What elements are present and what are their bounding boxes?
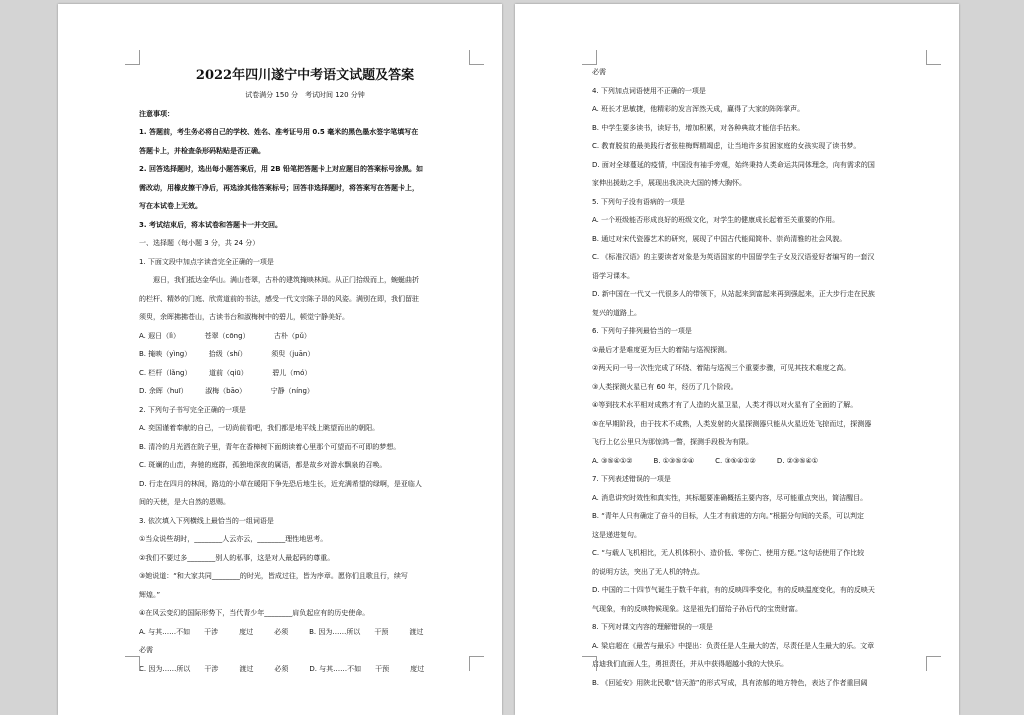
text-line: ③她说道：“和大家共同________的时光，皆成过往，皆为序章。愿你们且歌且行，续写 xyxy=(139,572,408,580)
text-line: 一、选择题（每小题 3 分，共 24 分） xyxy=(139,239,260,247)
text-line: A. 梁启超在《最苦与最乐》中提出：负责任是人生最大的苦，尽责任是人生最大的乐。文章 xyxy=(592,641,875,650)
text-line: 1. 下面文段中加点字读音完全正确的一项是 xyxy=(139,257,274,266)
text-line: A. 班长才思敏捷，他精彩的发言浑然天成，赢得了大家的阵阵掌声。 xyxy=(592,105,805,113)
crop-mark-bottom-right xyxy=(469,656,484,671)
text-line: B. 《回延安》用陕北民歌“信天游”的形式写成，具有浓郁的地方特色，表达了作者重回阔 xyxy=(592,678,868,687)
text-line: C. 《标准汉语》的主要读者对象是为英语国家的中国留学生子女及汉语爱好者编写的一套汉 xyxy=(592,253,875,261)
crop-mark-bottom-right xyxy=(926,656,941,671)
text-line: 3. 依次填入下列横线上最恰当的一组词语是 xyxy=(139,516,274,525)
text-line: 启迪我们直面人生，勇担责任，并从中获得超越小我的大快乐。 xyxy=(592,660,788,668)
text-line: 的说明方法，突出了无人机的特点。 xyxy=(592,567,704,576)
text-line: B. 通过对宋代瓷器艺术的研究，展现了中国古代能闻简朴、崇尚清雅的社会风貌。 xyxy=(592,234,847,243)
text-line: B. “青年人只有确定了奋斗的目标，人生才有前进的方向。”根据分句间的关系，可以判定 xyxy=(592,512,865,520)
text-line: B. 中学生要多读书，读好书，增加积累，对各种典故才能信手拈来。 xyxy=(592,123,805,132)
crop-mark-top-left xyxy=(582,50,597,65)
document-title: 2022年四川遂宁中考语文试题及答案 xyxy=(195,68,415,83)
text-line: ④等到技术水平相对成熟才有了人造的火星卫星，人类才得以对火星有了全面的了解。 xyxy=(592,401,858,409)
text-line: D. 面对全球蔓延的疫情，中国没有袖手旁观，始终秉持人类命运共同体理念，向有需求的国 xyxy=(592,160,875,169)
text-line: 必需 xyxy=(139,646,153,654)
text-line: ②两天问一号一次性完成了环绕、着陆与巡视三个重要步骤，可见其技术难度之高。 xyxy=(592,364,851,372)
text-line: 写在本试卷上无效。 xyxy=(139,202,202,210)
text-line: B. 掩映（yìng） 拾级（shí） 须臾（juān） xyxy=(139,350,315,358)
text-line: 气现象，有的反映物候现象。这是祖先们留给子孙后代的宝贵财富。 xyxy=(592,604,802,613)
text-line: 间的天使，是大自然的恩赐。 xyxy=(139,498,230,506)
text-line: 注意事项： xyxy=(139,109,174,118)
crop-mark-bottom-left xyxy=(582,656,597,671)
text-line: 辉煌。” xyxy=(139,590,161,599)
crop-mark-bottom-left xyxy=(125,656,140,671)
text-line: ②我们不要过多________别人的私事，这是对人最起码的尊重。 xyxy=(139,553,335,562)
text-line: 家伸出援助之手，展现出我决决大国的博大胸怀。 xyxy=(592,179,746,187)
text-line: 1. 答题前，考生务必将自己的学校、姓名、准考证号用 0.5 毫米的黑色墨水签字笔填写在 xyxy=(139,128,419,136)
text-line: 6. 下列句子排列最恰当的一项是 xyxy=(592,327,692,335)
text-line: A. 与其……不如 干涉 度过 必须 B. 因为……所以 干预 渡过 xyxy=(139,627,424,636)
text-line: ④在风云变幻的国际形势下，当代青少年________肩负起应有的历史使命。 xyxy=(139,609,370,617)
text-line: 须臾，余晖拂拂苍山，古读书台和淑梅树中的碧儿，顿觉宁静美好。 xyxy=(139,313,349,321)
crop-mark-top-right xyxy=(926,50,941,65)
crop-mark-top-right xyxy=(469,50,484,65)
text-line: ①当众说些胡时，________人云亦云，________理性地思考。 xyxy=(139,535,328,543)
text-line: C. 因为……所以 干涉 渡过 必须 D. 与其……不如 干预 度过 xyxy=(139,664,425,673)
text-line: A. ③⑤④①② B. ①③⑤②④ C. ③⑤④①② D. ②③⑤④① xyxy=(592,456,819,465)
text-line: A. 消息讲究时效性和真实性，其标题要准确概括主要内容，尽可能重点突出，简洁醒目。 xyxy=(592,493,868,502)
exam-info: 试卷满分 150 分 考试时间 120 分钟 xyxy=(245,91,365,99)
document-page-1 xyxy=(58,4,502,715)
text-line: A. 遐日（lì） 苍翠（cōng） 古朴（pǔ） xyxy=(139,331,311,340)
text-line: 7. 下列表述错误的一项是 xyxy=(592,475,671,483)
text-line: 3. 考试结束后，将本试卷和答题卡一并交回。 xyxy=(139,220,282,229)
text-line: C. 斑斓的山峦，奔驰的庭群，孤独地深夜的属语，都是故乡对游水飘泉的召唤。 xyxy=(139,461,387,469)
crop-mark-top-left xyxy=(125,50,140,65)
text-line: 必需 xyxy=(592,68,606,76)
text-line: D. 新中国在一代又一代很多人的带领下，从站起来到富起来再到强起来，正大步行走在民族 xyxy=(592,290,875,298)
text-line: 遐日，我们抵达金华山。满山苍翠，古朴的建筑掩映林间。从正门拾级而上，蜿蜒曲折 xyxy=(139,276,419,284)
text-line: D. 行走在四月的林间，路边的小草在暖阳下争先恐后地生长，近充满希望的绿啊，是亚临人 xyxy=(139,479,422,488)
text-line: B. 清冷的月光洒在院子里，青年在香樟树下面朗读着心里那个可望而不可即的梦想。 xyxy=(139,442,401,451)
text-line: C. 教育脱贫的最美践行者张桂梅辉精竭虑，让当地许多贫困家庭的女孩实现了读书梦。 xyxy=(592,142,861,150)
text-line: 2. 下列句子书写完全正确的一项是 xyxy=(139,405,246,414)
text-line: ①最后才是难度更为巨大的着陆与巡视探测。 xyxy=(592,345,732,354)
text-line: 飞行上亿公里只为那惊鸿一瞥，探测手段极为有限。 xyxy=(592,438,753,446)
text-line: 的栏杆、精妙的门庭、欣赏道前的书法，感受一代文宗陈子昂的风姿。满别在即，我们留驻 xyxy=(139,294,419,303)
text-line: 需改动，用橡皮擦干净后，再选涂其他答案标号；回答非选择题时，将答案写在答题卡上， xyxy=(139,183,419,192)
page-2-body xyxy=(592,63,924,692)
text-line: C. 栏杆（lǎng） 道前（qiū） 碧儿（mó） xyxy=(139,368,312,377)
text-line: 答题卡上，并检查条形码粘贴是否正确。 xyxy=(139,146,265,155)
text-line: 8. 下列对课文内容的理解错误的一项是 xyxy=(592,623,713,631)
text-line: A. 一个班级能否形成良好的班级文化，对学生的健康成长起着至关重要的作用。 xyxy=(592,216,840,224)
text-line: ③人类探测火星已有 60 年，经历了几个阶段。 xyxy=(592,382,738,391)
text-line: D. 中国的二十四节气诞生于数千年前，有的反映四季变化，有的反映温度变化，有的反映天 xyxy=(592,586,875,594)
text-line: 语学习课本。 xyxy=(592,271,634,280)
text-line: 4. 下列加点词语使用不正确的一项是 xyxy=(592,86,706,95)
page-1-body xyxy=(139,105,471,679)
text-line: 5. 下列句子没有语病的一项是 xyxy=(592,197,685,206)
text-line: ⑤在早期阶段，由于技术不成熟，人类发射的火星探测器只能从火星近处飞掠而过，探测器 xyxy=(592,419,872,428)
document-page-2 xyxy=(515,4,959,715)
text-line: C. “与载人飞机相比，无人机体积小、造价低、零伤亡、使用方便。”这句话使用了作比较 xyxy=(592,549,865,557)
text-line: 2. 回答选择题时，选出每小题答案后，用 2B 铅笔把答题卡上对应题目的答案标号涂黑。如 xyxy=(139,165,424,173)
text-line: A. 奕国谨着奉献的自己，一切尚前看吧，我们都是地平线上眺望而出的朝阳。 xyxy=(139,424,380,432)
text-line: 这是递进复句。 xyxy=(592,530,641,539)
text-line: D. 余晖（huī） 淑梅（bāo） 宁静（níng） xyxy=(139,387,314,395)
text-line: 复兴的道路上。 xyxy=(592,308,641,317)
